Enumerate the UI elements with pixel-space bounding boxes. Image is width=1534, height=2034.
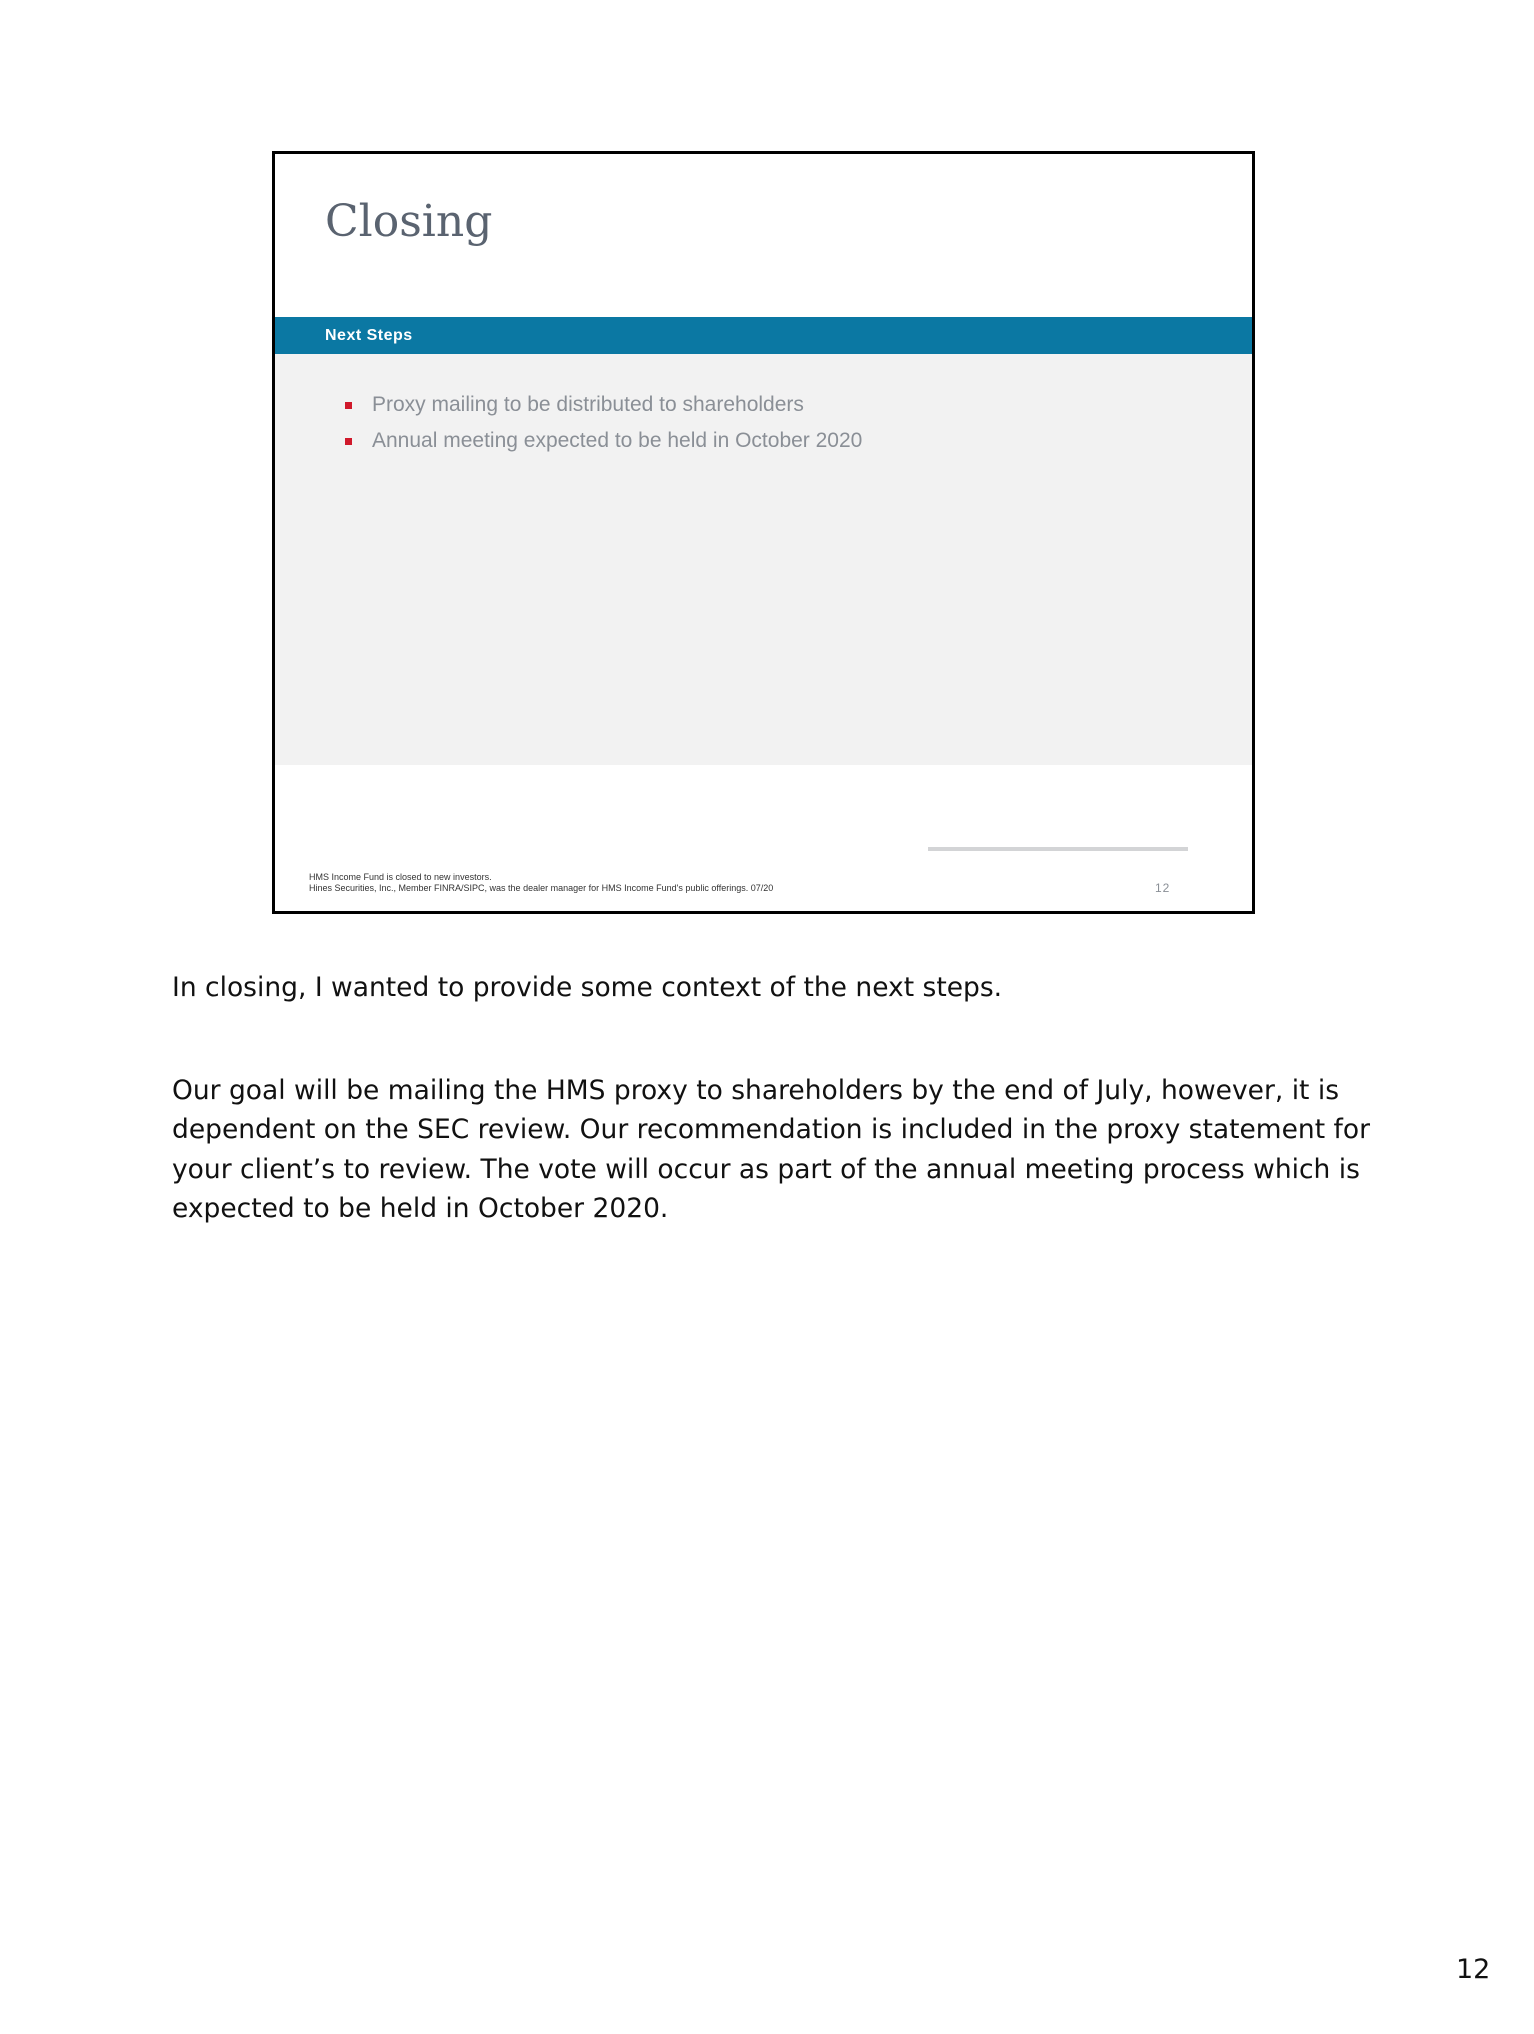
section-header-label: Next Steps [325,327,413,344]
bullet-item [345,387,862,423]
footer-line: Hines Securities, Inc., Member FINRA/SIPC, was the dealer manager for HMS Income Fund's public offerings. 07/20 [309,883,774,893]
footer-line: HMS Income Fund is closed to new investors. [309,872,492,882]
page-number: 12 [1456,1954,1491,1985]
square-bullet-icon [345,438,352,445]
bullet-text: Annual meeting expected to be held in October 2020 [372,429,863,452]
bullet-text: Proxy mailing to be distributed to shareholders [372,393,804,416]
slide-thumbnail [272,151,1255,914]
bullet-list [345,387,862,459]
slide-footer-disclaimer [309,872,773,894]
notes-paragraph: Our goal will be mailing the HMS proxy to shareholders by the end of July, however, it is dependent on the SEC review. Our recommendation is included in the proxy statement for your client’s to review. The vote will occur as part of the annual meeting process which is expected to be held in October 2020. [172,1074,1370,1224]
slide-title: Closing [325,196,493,247]
speaker-notes [172,968,1372,1292]
footer-divider [928,847,1188,851]
section-header-bar [275,317,1252,354]
content-panel [275,354,1252,765]
notes-paragraph: In closing, I wanted to provide some context of the next steps. [172,972,1003,1003]
square-bullet-icon [345,402,352,409]
slide-number: 12 [1155,881,1171,895]
bullet-item [345,423,862,459]
